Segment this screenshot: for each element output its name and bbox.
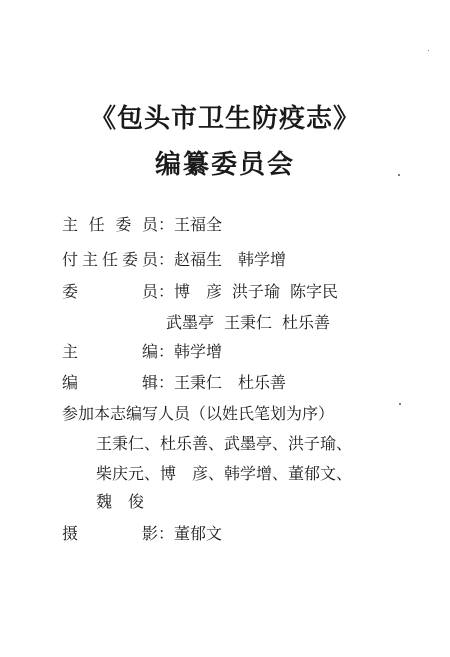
participants-line-3: 魏 俊 (96, 492, 145, 511)
director-name: 王福全 (174, 215, 223, 234)
scan-speck (398, 174, 400, 176)
chief-editor-name: 韩学增 (174, 342, 223, 361)
colon: ： (158, 215, 175, 234)
row-deputy-director (62, 249, 286, 271)
colon: ： (158, 250, 175, 269)
colon: ： (158, 342, 175, 361)
colon: ： (158, 282, 175, 301)
label-photography: 摄影 (62, 524, 158, 543)
member-name-5: 王秉仁 (224, 313, 273, 332)
deputy-name-1: 赵福生 (174, 250, 223, 269)
deputy-name-2: 韩学增 (238, 250, 287, 269)
member-name-1: 博 彦 (174, 282, 223, 301)
editor-name-1: 王秉仁 (174, 373, 223, 392)
book-title: 《包头市卫生防疫志》 (89, 104, 360, 134)
participants-line-1: 王秉仁、杜乐善、武墨亭、洪子瑜、 (96, 434, 353, 453)
member-name-4: 武墨亭 (166, 313, 215, 332)
label-director: 主任委员 (62, 215, 158, 234)
scan-speck (399, 403, 401, 405)
row-members (62, 281, 338, 303)
member-name-3: 陈字民 (290, 282, 339, 301)
row-director (62, 214, 222, 236)
scan-speck (428, 50, 429, 51)
colon: ： (158, 524, 175, 543)
editor-name-2: 杜乐善 (238, 373, 287, 392)
row-members-continued (166, 312, 330, 334)
member-name-2: 洪子瑜 (232, 282, 281, 301)
participants-heading: 参加本志编写人员（以姓氏笔划为序） (62, 404, 335, 423)
row-editors (62, 372, 286, 394)
row-chief-editor (62, 341, 222, 363)
committee-heading: 编纂委员会 (154, 150, 295, 180)
photographer-name: 董郁文 (174, 524, 223, 543)
label-editors: 编辑 (62, 373, 158, 392)
label-chief-editor: 主编 (62, 342, 158, 361)
label-members: 委员 (62, 282, 158, 301)
colon: ： (158, 373, 175, 392)
member-name-6: 杜乐善 (282, 313, 331, 332)
participants-line-2: 柴庆元、博 彦、韩学增、董郁文、 (96, 464, 353, 483)
row-photography (62, 523, 222, 545)
label-deputy-director: 付主任委员 (62, 250, 158, 269)
